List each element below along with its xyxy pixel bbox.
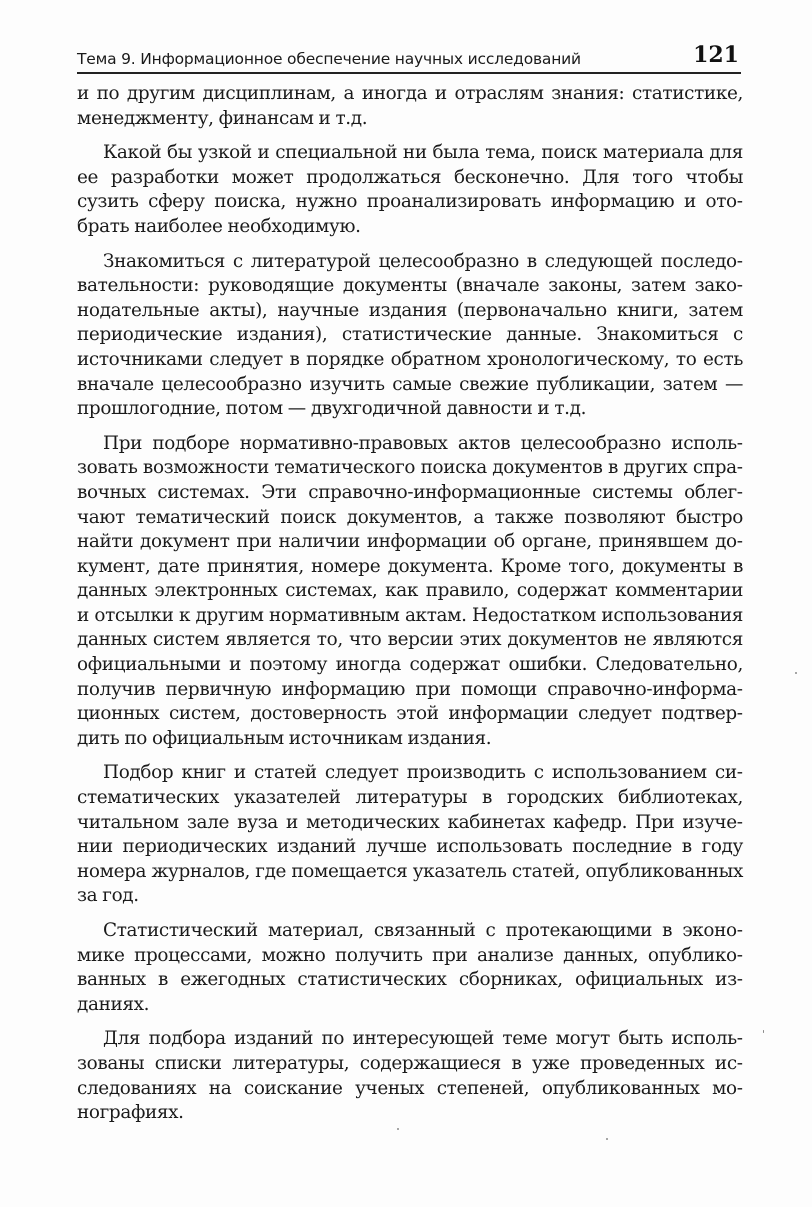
paragraph-bibliographies: Для подбора изданий по интересующей теме могут быть использованы списки литературы, содержащиеся в уже проведенных исследованиях на соискание ученых степеней, опубликованных монографиях. [77,1028,743,1124]
paragraph-reading-order: Знакомиться с литературой целесообразно в следующей последовательности: руководящие документы (вначале законы, затем законодательные акты), научные издания (первоначально книги, затем периодические издания), статистические данные. Знакомиться с источниками следует в порядке обратном хронологическому, то есть вначале целесообразно изучить самые свежие публикации, затем — прошлогодние, потом — двухгодичной давности и т.д. [77,250,743,420]
scan-speck [795,672,797,674]
scan-speck [763,1030,764,1033]
running-head [77,40,741,74]
paragraph-search-scope: Какой бы узкой и специальной ни была тема, поиск материала для ее разработки может продолжаться бесконечно. Для того чтобы сузить сферу поиска, нужно проанализировать информацию и отобрать наиболее необходимую. [77,142,743,237]
body-text [77,82,743,1136]
paragraph-legal-acts: При подборе нормативно-правовых актов целесообразно использовать возможности тематического поиска документов в других справочных системах. Эти справочно-информационные системы облегчают тематический поиск документов, а также позволяют быстро найти документ при наличии информации об органе, принявшем документ, дате принятия, номере документа. Кроме того, документы в данных электронных системах, как правило, содержат комментарии и отсылки к другим нормативным актам. Недостатком использования данных систем является то, что версии этих документов не являются официальными и поэтому иногда содержат ошибки. Следовательно, получив первичную информацию при помощи справочно-информационных систем, достоверность этой информации следует подтвердить по официальным источникам издания. [77,432,743,749]
paragraph-continuation: и по другим дисциплинам, а иногда и отраслям знания: статистике, менеджменту, финансам и т.д. [77,83,743,129]
page-number: 121 [693,42,739,68]
scan-speck [397,1128,399,1130]
running-title: Тема 9. Информационное обеспечение научных исследований [77,50,581,68]
paragraph-statistics: Статистический материал, связанный с протекающими в экономике процессами, можно получить при анализе данных, опубликованных в ежегодных статистических сборниках, официальных изданиях. [77,920,743,1015]
paragraph-books-articles: Подбор книг и статей следует производить с использованием систематических указателей литературы в городских библиотеках, читальном зале вуза и методических кабинетах кафедр. При изучении периодических изданий лучше использовать последние в году номера журналов, где помещается указатель статей, опубликованных за год. [77,762,743,907]
scan-speck [606,1138,608,1140]
